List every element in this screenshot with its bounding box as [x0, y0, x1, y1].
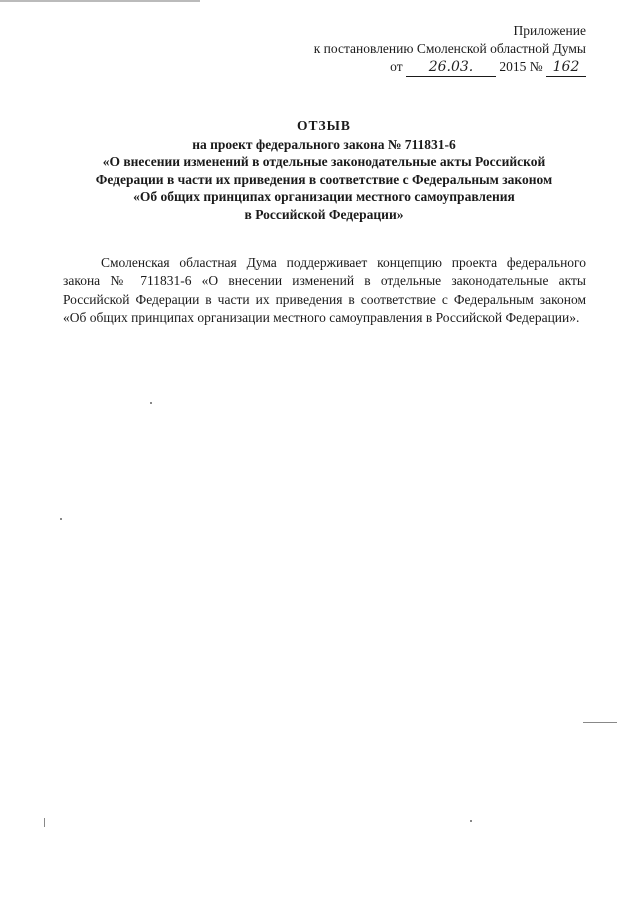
document-title: [60, 117, 588, 223]
title-line-2: «О внесении изменений в отдельные законодательные акты Российской: [102, 154, 546, 169]
scan-mark: [60, 518, 62, 520]
title-line-4: «Об общих принципах организации местного самоуправления: [133, 189, 515, 204]
resolution-reference: к постановлению Смоленской областной Думы: [313, 41, 586, 56]
attachment-label: Приложение: [513, 23, 586, 38]
handwritten-number: 162: [546, 58, 586, 77]
date-prefix: от: [390, 59, 403, 74]
date-number-line: [226, 58, 586, 77]
scan-edge-line: [0, 0, 200, 2]
handwritten-date: 26.03.: [406, 58, 496, 77]
title-line-5: в Российской Федерации»: [244, 206, 404, 222]
scan-mark: [150, 402, 152, 404]
scan-mark: [583, 722, 617, 723]
title-main: ОТЗЫВ: [297, 118, 351, 133]
title-line-1: на проект федерального закона № 711831-6: [192, 136, 456, 152]
title-line-3: Федерации в части их приведения в соответствие с Федеральным законом: [95, 171, 553, 187]
attachment-header: [226, 22, 586, 77]
body-paragraph: Смоленская областная Дума поддерживает концепцию проекта федерального закона № 711831-6 «О внесении изменений в отдельные законодательные акты Российской Федерации в части их приведения в соответствие с Федеральным законом «Об общих принципах организации местного самоуправления в Российской Федерации».: [63, 254, 586, 325]
scan-mark: [470, 820, 472, 822]
year-number-label: 2015 №: [499, 59, 543, 74]
scan-mark: [44, 818, 45, 827]
